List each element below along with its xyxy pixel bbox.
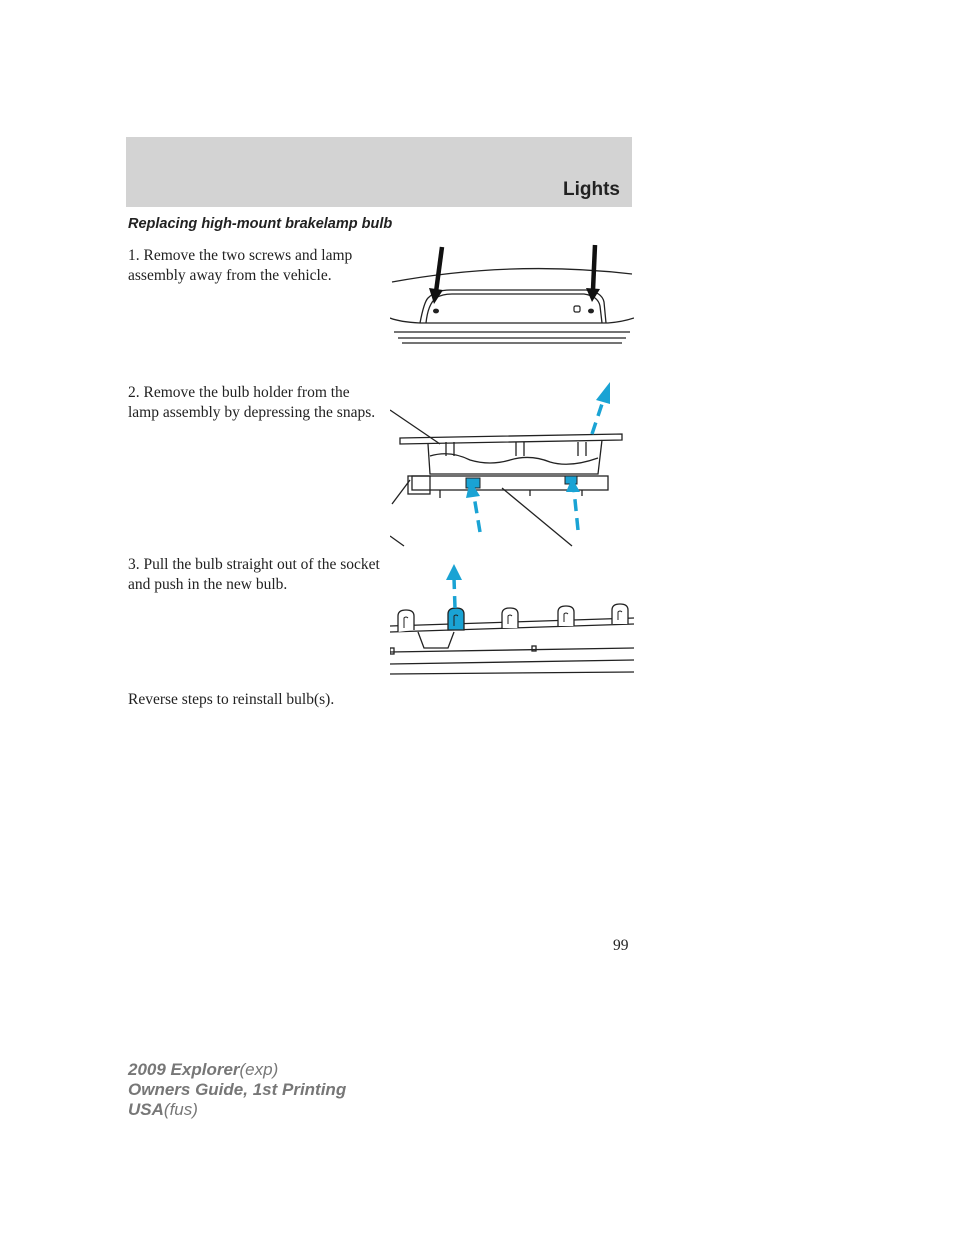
arrow-up-icon — [566, 478, 580, 530]
header-band — [126, 137, 632, 207]
footer-guide: Owners Guide, 1st Printing — [128, 1080, 347, 1099]
closing-text: Reverse steps to reinstall bulb(s). — [128, 691, 335, 708]
bulb-icon — [502, 608, 518, 628]
footer — [128, 1060, 346, 1120]
bulb-icon — [612, 604, 628, 624]
screw-icon — [588, 309, 594, 314]
step-3-text: 3. Pull the bulb straight out of the socket and push in the new bulb. — [128, 556, 380, 593]
footer-model-code: (exp) — [239, 1060, 279, 1079]
bulb-icon — [398, 610, 414, 632]
procedure-heading: Replacing high-mount brakelamp bulb — [128, 216, 393, 232]
step-2-text: 2. Remove the bulb holder from the lamp assembly by depressing the snaps. — [128, 384, 376, 421]
footer-model: 2009 Explorer — [128, 1060, 240, 1079]
footer-market: USA — [128, 1100, 164, 1119]
page-number: 99 — [613, 937, 629, 954]
screw-icon — [433, 309, 439, 314]
figure-bulb-removal — [390, 560, 634, 680]
step-1-text: 1. Remove the two screws and lamp assembly away from the vehicle. — [128, 247, 353, 284]
footer-market-code: (fus) — [163, 1100, 198, 1119]
section-title: Lights — [563, 179, 620, 200]
bulb-icon — [558, 606, 574, 626]
figure-bulb-holder-snaps — [390, 380, 634, 548]
figure-lamp-screws — [390, 242, 634, 350]
bulb-icon — [448, 608, 464, 630]
arrow-up-icon — [446, 564, 462, 608]
arrow-up-icon — [592, 382, 610, 434]
